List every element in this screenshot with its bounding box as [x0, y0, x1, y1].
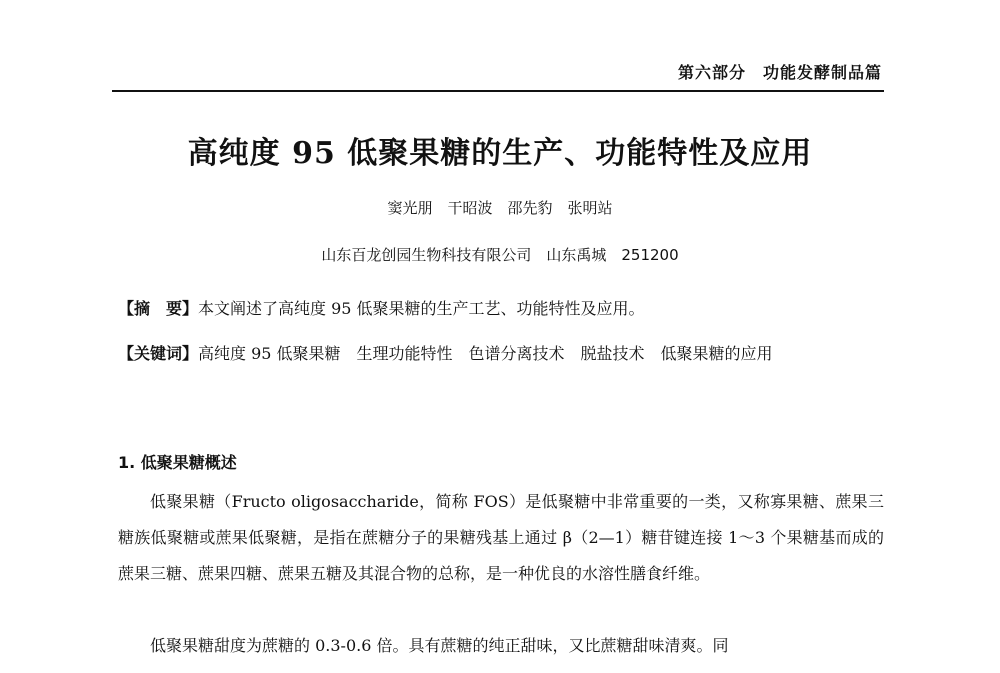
section-heading: 1. 低聚果糖概述 [118, 453, 237, 472]
header-rule [112, 90, 884, 92]
body-paragraph-2: 低聚果糖甜度为蔗糖的 0.3-0.6 倍。具有蔗糖的纯正甜味，又比蔗糖甜味清爽。同 [150, 636, 729, 655]
keywords [118, 336, 888, 372]
abstract-text: 本文阐述了高纯度 95 低聚果糖的生产工艺、功能特性及应用。 [198, 299, 645, 318]
running-head: 第六部分 功能发酵制品篇 [677, 65, 882, 82]
keywords-text: 高纯度 95 低聚果糖 生理功能特性 色谱分离技术 脱盐技术 低聚果糖的应用 [198, 344, 773, 363]
body-paragraph-1: 低聚果糖（Fructo oligosaccharide，简称 FOS）是低聚糖中非常重要的一类，又称寡果糖、蔗果三糖族低聚糖或蔗果低聚糖，是指在蔗糖分子的果糖残基上通过 β（2—1）糖苷键连接 1～3 个果糖基而成的蔗果三糖、蔗果四糖、蔗果五糖及其混合物的总称，是一种优良的水溶性膳食纤维。 [118, 492, 884, 583]
keywords-label: 【关键词】 [118, 344, 199, 363]
abstract-label: 【摘 要】 [118, 299, 199, 318]
article-affiliation: 山东百龙创园生物科技有限公司 山东禹城 251200 [321, 246, 679, 264]
abstract [118, 296, 888, 319]
article-title: 高纯度 95 低聚果糖的生产、功能特性及应用 [187, 136, 813, 171]
article-authors: 窦光朋 干昭波 邵先豹 张明站 [387, 199, 613, 217]
